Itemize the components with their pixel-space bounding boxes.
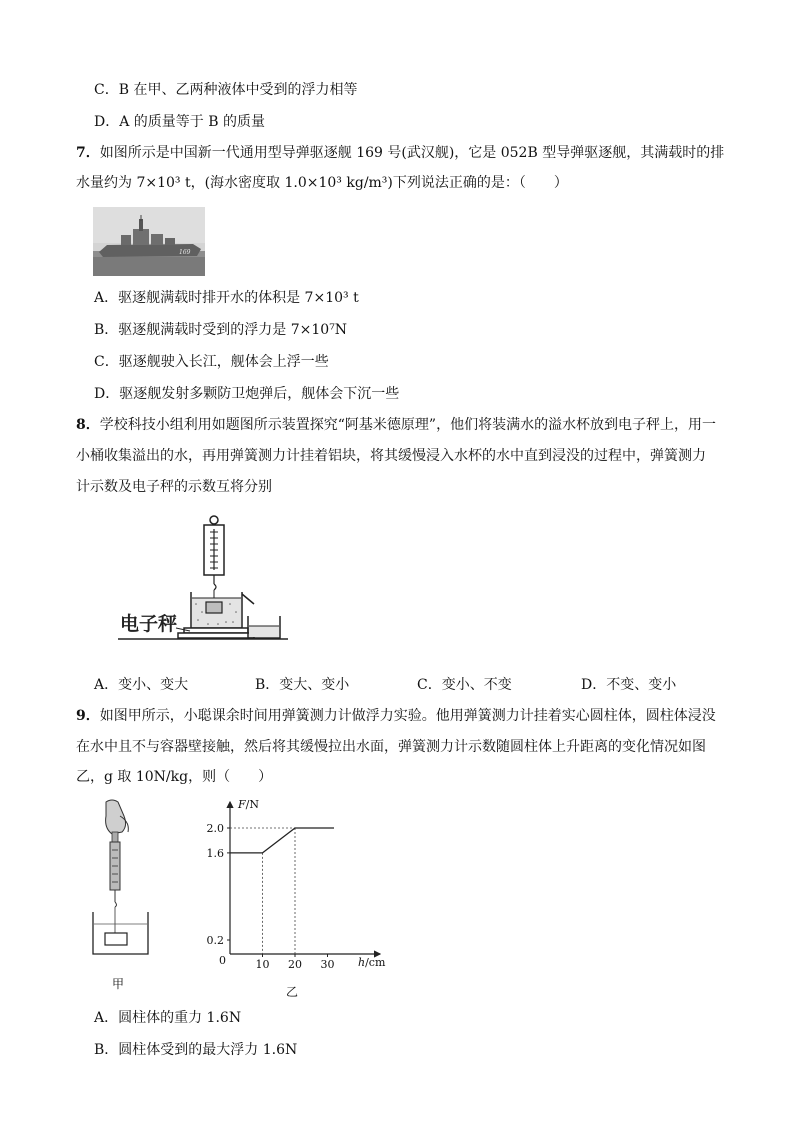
q7-stem-line1: [76, 143, 724, 163]
q8-apparatus-figure: [118, 512, 288, 644]
q8-stem-line3: 计示数及电子秤的示数互将分别: [76, 479, 272, 495]
q9-stem-line3: 乙，g 取 10N/kg，则（ ）: [76, 769, 273, 785]
x-axis-label: [358, 956, 386, 969]
y-axis-label: [237, 798, 259, 811]
q7-option-a: A．驱逐舰满载时排开水的体积是 7×10³ t: [94, 290, 359, 306]
q9-stem-line2: 在水中且不与容器壁接触，然后将其缓慢拉出水面，弹簧测力计示数随圆柱体上升距离的变化情况如图: [76, 739, 706, 755]
q9-stem-line1: [76, 706, 716, 726]
origin-label: 0: [219, 954, 226, 967]
y-tick-label-2: 2.0: [206, 822, 224, 835]
q8-option-b: B．变大、变小: [255, 677, 350, 693]
destroyer-photo: [93, 207, 205, 276]
x-axis-var: h: [358, 956, 366, 969]
q6-option-d: D．A 的质量等于 B 的质量: [94, 114, 265, 130]
q8-option-d: D．不变、变小: [581, 677, 677, 693]
y-axis-var: F: [238, 798, 246, 811]
x-tick-label-0: 10: [255, 958, 270, 971]
series-line: [230, 828, 334, 853]
q6-option-c: C．B 在甲、乙两种液体中受到的浮力相等: [94, 82, 358, 98]
q9-option-a: A．圆柱体的重力 1.6N: [94, 1010, 242, 1026]
q7-option-c: C．驱逐舰驶入长江，舰体会上浮一些: [94, 354, 329, 370]
x-tick-label-2: 30: [320, 958, 335, 971]
q7-option-b: B．驱逐舰满载时受到的浮力是 7×10⁷N: [94, 322, 348, 338]
x-axis-unit: /cm: [365, 956, 386, 969]
y-axis-unit: /N: [245, 798, 259, 811]
q9-figure-yi-chart: [200, 796, 400, 1000]
q7-stem-text1: 如图所示是中国新一代通用型导弹驱逐舰 169 号(武汉舰)，它是 052B 型导弹驱逐舰，其满载时的排: [99, 145, 725, 161]
y-tick-label-1: 1.6: [206, 846, 224, 860]
q9-figure-jia: [88, 798, 152, 994]
x-tick-label-1: 20: [288, 958, 302, 971]
q8-option-c: C．变小、不变: [417, 677, 512, 693]
y-tick-label-0: 0.2: [206, 934, 224, 947]
fig-jia-label: 甲: [112, 977, 125, 991]
q7-number: 7．: [76, 145, 100, 161]
q7-option-d: D．驱逐舰发射多颗防卫炮弹后，舰体会下沉一些: [94, 386, 400, 402]
ship-hull-number: 169: [179, 249, 191, 256]
q8-stem-line2: 小桶收集溢出的水，再用弹簧测力计挂着铝块，将其缓慢浸入水杯的水中直到浸没的过程中，弹簧测力: [76, 448, 706, 464]
q8-number: 8．: [76, 417, 100, 433]
q9-stem-text1: 如图甲所示，小聪课余时间用弹簧测力计做浮力实验。他用弹簧测力计挂着实心圆柱体，圆柱体浸没: [99, 708, 716, 724]
electronic-scale-label: 电子秤: [120, 613, 178, 635]
q9-option-b: B．圆柱体受到的最大浮力 1.6N: [94, 1042, 298, 1058]
fig-yi-label: 乙: [286, 985, 299, 999]
q8-stem-text1: 学校科技小组利用如题图所示装置探究“阿基米德原理”，他们将装满水的溢水杯放到电子秤上，用一: [99, 417, 717, 433]
q9-number: 9．: [76, 708, 100, 724]
q7-stem-line2: 水量约为 7×10³ t，(海水密度取 1.0×10³ kg/m³)下列说法正确的是：（ ）: [76, 175, 568, 191]
q8-stem-line1: [76, 415, 716, 435]
q8-option-a: A．变小、变大: [94, 677, 189, 693]
